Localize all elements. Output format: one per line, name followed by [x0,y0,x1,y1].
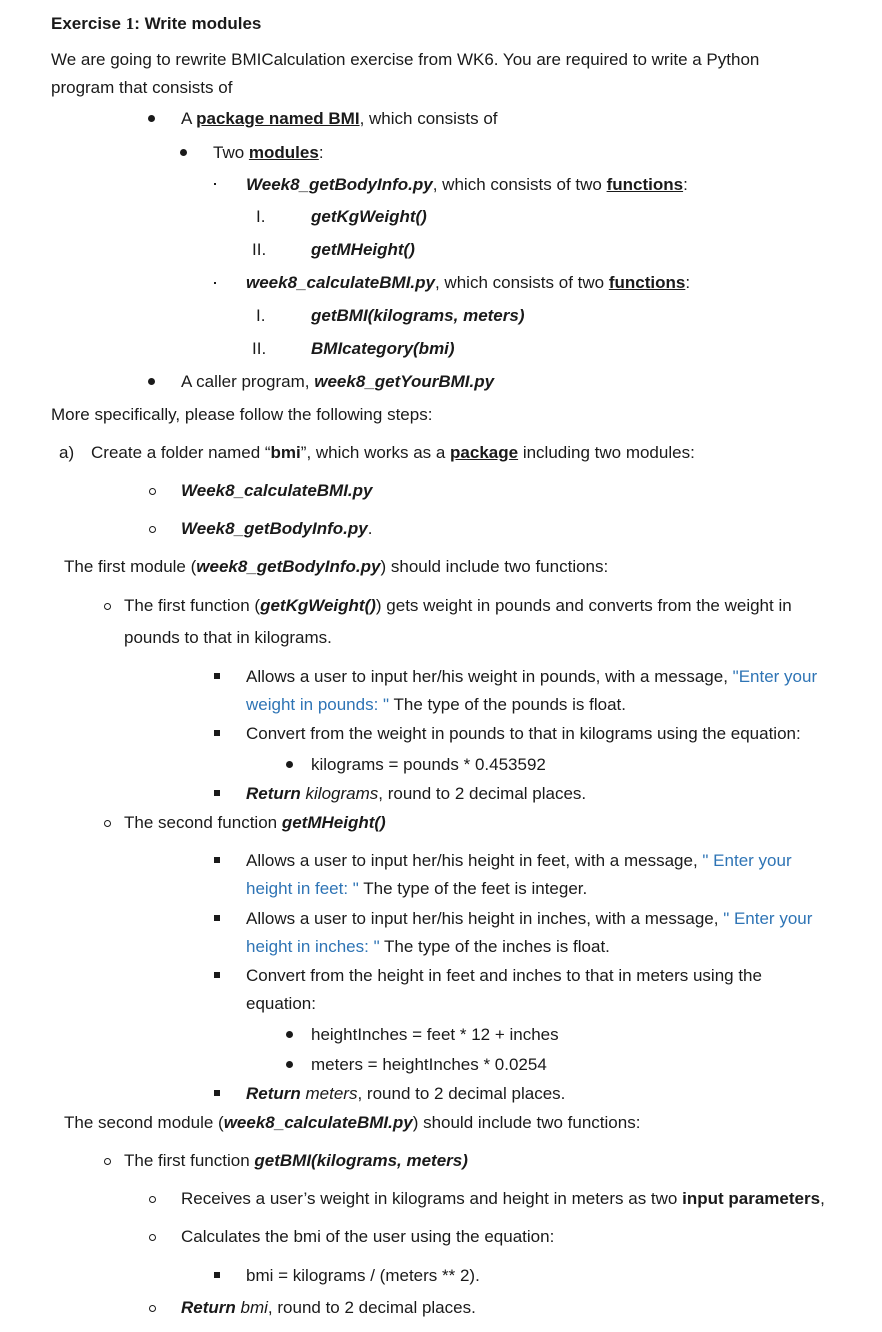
sm-bullet1 [181,1188,825,1210]
f1-equation: kilograms = pounds * 0.453592 [311,755,546,774]
caller-name: week8_getYourBMI.py [314,372,495,391]
prompt-message: " Enter your [723,909,813,928]
functions-link[interactable]: functions [606,175,684,194]
bullet-icon [180,149,187,156]
f2-bullet1-line1 [246,850,792,872]
title-number: 1 [125,14,135,33]
circle-bullet-icon [149,1196,156,1203]
exercise-title [51,13,261,35]
second-module-intro [64,1112,640,1134]
f2-bullet2-line1 [246,908,812,930]
f2-b1-text: Allows a user to input her/his height in feet, with a message, [246,851,703,870]
module-name: week8_getBodyInfo.py [196,557,381,576]
package-link[interactable]: package named BMI [196,109,360,128]
f2-prefix: The second function [124,813,282,832]
step-a-text1: Create a folder named “ [91,443,271,462]
f2-heading [124,812,386,834]
f1-b1-text: Allows a user to input her/his weight in pounds, with a message, [246,667,733,686]
modules-link[interactable]: modules [248,143,319,162]
b1-bold: input parameters [682,1189,821,1208]
f1-b1-end: The type of the pounds is float. [389,695,626,714]
roman-numeral: II. [252,240,267,259]
f1-bullet1-line2 [246,694,626,716]
return-keyword: Return [181,1298,236,1317]
step-a-module-1: Week8_calculateBMI.py [181,481,373,500]
square-bullet-icon [214,857,220,863]
square-bullet-icon [214,1272,220,1278]
f1-prefix: The first function ( [124,596,261,615]
return-var: bmi [240,1298,268,1317]
prompt-message: height in inches: " [246,937,380,956]
intro-prefix: The second module ( [64,1113,224,1132]
square-bullet-icon [214,790,220,796]
package-prefix: A [181,109,197,128]
b1-text: Receives a user’s weight in kilograms and height in meters as two [181,1189,683,1208]
prompt-message: weight in pounds: " [246,695,390,714]
prompt-message: height in feet: " [246,879,359,898]
f2-bullet3-line2: equation: [246,994,316,1013]
f1-suffix: ) gets weight in pounds and converts from the weight in [375,596,792,615]
f2-b2-text: Allows a user to input her/his height in inches, with a message, [246,909,724,928]
return-var: meters [305,1084,358,1103]
f1-bullet2: Convert from the weight in pounds to that in kilograms using the equation: [246,724,801,743]
module1-function-2: getMHeight() [311,240,415,259]
period: . [367,519,373,538]
package-link[interactable]: package [450,443,519,462]
f2-equation-1: heightInches = feet * 12 + inches [311,1025,559,1044]
step-a-module-2-line [181,518,372,540]
module2-desc: , which consists of two [434,273,609,292]
package-line [181,108,498,130]
f2-bullet2-line2 [246,936,610,958]
module2-line [246,272,690,294]
step-a-label: a) [59,443,75,462]
circle-bullet-icon [104,1158,111,1165]
bullet-icon [148,115,155,122]
module2-function-1: getBMI(kilograms, meters) [311,306,525,325]
bullet-icon [286,1031,293,1038]
f2-bullet3-line1: Convert from the height in feet and inches to that in meters using the [246,966,762,985]
f1-name: getKgWeight() [260,596,376,615]
prompt-message: " Enter your [702,851,792,870]
module1-desc: , which consists of two [432,175,607,194]
square-bullet-icon [214,730,220,736]
caller-line [181,371,494,393]
intro-suffix: ) should include two functions: [412,1113,641,1132]
f2-bullet1-line2 [246,878,587,900]
folder-name: bmi [270,443,301,462]
return-rest: , round to 2 decimal places. [267,1298,476,1317]
module2-function-2: BMIcategory(bmi) [311,339,455,358]
circle-bullet-icon [104,820,111,827]
f1-bullet1-line1 [246,666,817,688]
step-a-module-2: Week8_getBodyInfo.py [181,519,368,538]
return-rest: , round to 2 decimal places. [357,1084,566,1103]
square-bullet-icon [214,915,220,921]
sm-return-line [181,1297,476,1319]
first-module-intro [64,556,608,578]
square-bullet-icon [214,972,220,978]
circle-bullet-icon [149,526,156,533]
f2-return-line [246,1083,565,1105]
sm-equation: bmi = kilograms / (meters ** 2). [246,1266,480,1285]
modules-line [213,142,324,164]
f2-equation-2: meters = heightInches * 0.0254 [311,1055,547,1074]
module1-function-1: getKgWeight() [311,207,427,226]
functions-link[interactable]: functions [608,273,686,292]
step-a-text2: ”, which works as a [300,443,451,462]
roman-numeral: I. [256,207,266,226]
sm-bullet2: Calculates the bmi of the user using the equation: [181,1227,555,1246]
tick-bullet-icon [214,282,216,284]
intro-suffix: ) should include two functions: [380,557,609,576]
intro-line-1: We are going to rewrite BMICalculation exercise from WK6. You are required to write a Python [51,50,760,69]
module-name: week8_calculateBMI.py [223,1113,413,1132]
module1-name: Week8_getBodyInfo.py [246,175,433,194]
package-suffix: , which consists of [359,109,498,128]
b1-end: , [820,1189,825,1208]
intro-prefix: The first module ( [64,557,197,576]
colon: : [318,143,324,162]
circle-bullet-icon [104,603,111,610]
f2-b1-end: The type of the feet is integer. [358,879,588,898]
f2-b2-end: The type of the inches is float. [379,937,610,956]
return-var: kilograms [305,784,379,803]
intro-line-2: program that consists of [51,78,233,97]
f1-return-line [246,783,586,805]
circle-bullet-icon [149,1234,156,1241]
bullet-icon [148,378,155,385]
return-keyword: Return [246,1084,301,1103]
sm-f1-heading [124,1150,468,1172]
title-prefix: Exercise [51,14,126,33]
roman-numeral: II. [252,339,267,358]
circle-bullet-icon [149,1305,156,1312]
square-bullet-icon [214,673,220,679]
bullet-icon [286,1061,293,1068]
f2-name: getMHeight() [281,813,386,832]
prompt-message: "Enter your [732,667,818,686]
roman-numeral: I. [256,306,266,325]
f1-prefix: The first function [124,1151,255,1170]
two-prefix: Two [213,143,249,162]
module1-line [246,174,688,196]
bullet-icon [286,761,293,768]
f1-heading-line2: pounds to that in kilograms. [124,628,332,647]
module2-name: week8_calculateBMI.py [246,273,435,292]
caller-prefix: A caller program, [181,372,315,391]
return-rest: , round to 2 decimal places. [378,784,587,803]
circle-bullet-icon [149,488,156,495]
steps-intro: More specifically, please follow the following steps: [51,405,433,424]
step-a-line [91,442,695,464]
tick-bullet-icon [214,183,216,185]
f1-name: getBMI(kilograms, meters) [254,1151,468,1170]
colon: : [683,175,688,194]
colon: : [685,273,691,292]
f1-heading [124,595,792,617]
step-a-text3: including two modules: [518,443,695,462]
title-suffix: : Write modules [134,14,262,33]
return-keyword: Return [246,784,301,803]
square-bullet-icon [214,1090,220,1096]
